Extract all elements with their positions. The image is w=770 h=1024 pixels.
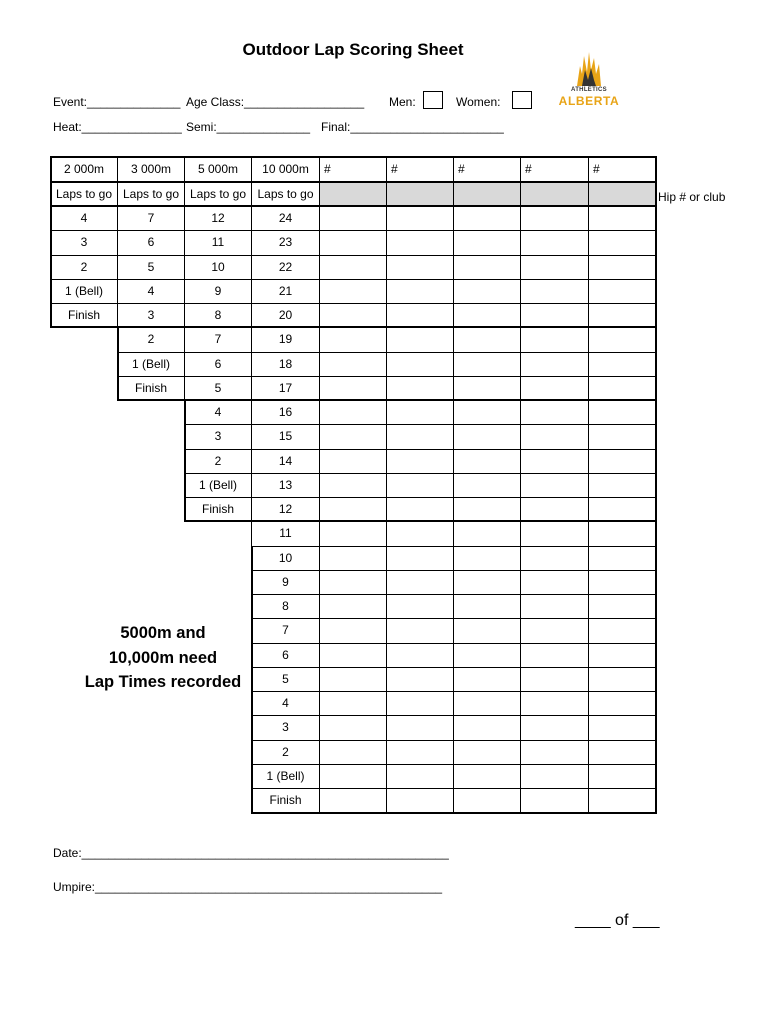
lap-count-cell: 10 xyxy=(251,546,320,571)
lap-count-cell: 19 xyxy=(251,327,320,352)
table-border xyxy=(184,520,252,522)
score-cell[interactable] xyxy=(453,449,521,474)
score-cell[interactable] xyxy=(453,376,521,401)
lap-count-cell: 2 xyxy=(251,740,320,765)
score-cell[interactable] xyxy=(520,667,589,692)
score-cell[interactable] xyxy=(386,327,454,352)
score-cell[interactable] xyxy=(319,230,387,255)
score-cell[interactable] xyxy=(453,352,521,377)
table-border xyxy=(251,812,657,814)
score-cell[interactable] xyxy=(386,618,454,643)
lap-count-cell: 9 xyxy=(184,279,252,304)
score-cell[interactable] xyxy=(453,691,521,716)
score-cell[interactable] xyxy=(520,206,589,231)
score-cell[interactable] xyxy=(319,667,387,692)
score-cell[interactable] xyxy=(520,764,589,789)
lap-count-cell: 10 xyxy=(184,255,252,280)
lap-count-cell: 20 xyxy=(251,303,320,328)
date-field[interactable]: Date:_______________________________________________________ xyxy=(53,846,449,860)
score-cell[interactable] xyxy=(319,715,387,740)
lap-count-cell: 1 (Bell) xyxy=(184,473,252,498)
table-border xyxy=(50,181,657,183)
lap-count-cell: 4 xyxy=(184,400,252,425)
lap-count-cell: 7 xyxy=(117,206,185,231)
lap-count-cell: 4 xyxy=(50,206,118,231)
lap-count-cell: 11 xyxy=(184,230,252,255)
page-title: Outdoor Lap Scoring Sheet xyxy=(242,40,464,59)
score-cell[interactable] xyxy=(453,206,521,231)
score-cell[interactable] xyxy=(386,473,454,498)
lap-count-cell: 4 xyxy=(117,279,185,304)
heat-field[interactable]: Heat:_______________ xyxy=(53,120,182,134)
score-cell[interactable] xyxy=(588,352,656,377)
score-cell[interactable] xyxy=(520,570,589,595)
score-cell[interactable] xyxy=(319,497,387,522)
score-cell[interactable] xyxy=(386,643,454,668)
final-field[interactable]: Final:_______________________ xyxy=(321,120,504,134)
score-cell[interactable] xyxy=(520,255,589,280)
lap-times-note: 5000m and 10,000m need Lap Times recorded xyxy=(84,624,242,691)
athlete-number-header[interactable]: # xyxy=(319,157,387,183)
lap-count-cell: 4 xyxy=(251,691,320,716)
score-cell[interactable] xyxy=(319,327,387,352)
distance-header: 5 000m xyxy=(184,157,252,183)
lap-count-cell: 5 xyxy=(184,376,252,401)
score-cell[interactable] xyxy=(520,497,589,522)
score-cell[interactable] xyxy=(588,497,656,522)
score-cell[interactable] xyxy=(453,594,521,619)
score-cell[interactable] xyxy=(520,376,589,401)
women-label: Women: xyxy=(456,95,501,109)
lap-count-cell: 16 xyxy=(251,400,320,425)
score-cell[interactable] xyxy=(588,764,656,789)
score-cell[interactable] xyxy=(588,546,656,571)
lap-count-cell: 24 xyxy=(251,206,320,231)
score-cell[interactable] xyxy=(588,424,656,449)
score-cell[interactable] xyxy=(453,788,521,813)
table-border xyxy=(117,326,655,328)
table-border xyxy=(184,399,655,401)
score-cell[interactable] xyxy=(453,715,521,740)
athlete-number-header[interactable]: # xyxy=(520,157,589,183)
hip-or-club-label: Hip # or club xyxy=(658,190,726,204)
score-cell[interactable] xyxy=(319,424,387,449)
lap-count-cell: 22 xyxy=(251,255,320,280)
lap-count-cell: 9 xyxy=(251,570,320,595)
score-cell[interactable] xyxy=(453,740,521,765)
score-cell[interactable] xyxy=(520,400,589,425)
lap-count-cell: 3 xyxy=(50,230,118,255)
score-cell[interactable] xyxy=(520,546,589,571)
score-cell[interactable] xyxy=(588,400,656,425)
lap-count-cell: 18 xyxy=(251,352,320,377)
score-cell[interactable] xyxy=(588,255,656,280)
distance-header: 10 000m xyxy=(251,157,320,183)
score-cell[interactable] xyxy=(588,376,656,401)
score-cell[interactable] xyxy=(386,691,454,716)
laps-to-go-header: Laps to go xyxy=(251,182,320,207)
score-cell[interactable] xyxy=(386,424,454,449)
score-cell[interactable] xyxy=(319,352,387,377)
score-cell[interactable] xyxy=(319,255,387,280)
score-cell[interactable] xyxy=(386,715,454,740)
score-cell[interactable] xyxy=(520,594,589,619)
score-cell[interactable] xyxy=(520,424,589,449)
score-cell[interactable] xyxy=(453,327,521,352)
score-cell[interactable] xyxy=(386,594,454,619)
umpire-field[interactable]: Umpire:____________________________________________________ xyxy=(53,880,443,894)
hip-number-cell[interactable] xyxy=(520,182,589,207)
table-border xyxy=(50,205,657,207)
table-border xyxy=(117,327,119,400)
table-border xyxy=(655,156,657,813)
score-cell[interactable] xyxy=(453,279,521,304)
score-cell[interactable] xyxy=(520,521,589,546)
lap-count-cell: 6 xyxy=(117,230,185,255)
lap-count-cell: 13 xyxy=(251,473,320,498)
score-cell[interactable] xyxy=(386,279,454,304)
lap-count-cell: 2 xyxy=(184,449,252,474)
men-label: Men: xyxy=(389,95,416,109)
score-cell[interactable] xyxy=(453,497,521,522)
page-number: ____ of ___ xyxy=(575,912,660,929)
score-cell[interactable] xyxy=(588,643,656,668)
score-cell[interactable] xyxy=(319,449,387,474)
table-border xyxy=(184,400,186,521)
laps-to-go-header: Laps to go xyxy=(50,182,118,207)
hip-number-cell[interactable] xyxy=(453,182,521,207)
score-cell[interactable] xyxy=(588,206,656,231)
score-cell[interactable] xyxy=(453,303,521,328)
lap-count-cell: 6 xyxy=(184,352,252,377)
lap-count-cell: 1 (Bell) xyxy=(117,352,185,377)
score-cell[interactable] xyxy=(386,255,454,280)
lap-count-cell: 11 xyxy=(251,521,320,546)
score-cell[interactable] xyxy=(319,788,387,813)
score-cell[interactable] xyxy=(588,715,656,740)
table-border xyxy=(50,156,657,158)
score-cell[interactable] xyxy=(520,279,589,304)
lap-count-cell: 1 (Bell) xyxy=(50,279,118,304)
score-cell[interactable] xyxy=(386,740,454,765)
score-cell[interactable] xyxy=(588,279,656,304)
score-cell[interactable] xyxy=(453,764,521,789)
lap-count-cell: 6 xyxy=(251,643,320,668)
score-cell[interactable] xyxy=(319,764,387,789)
score-cell[interactable] xyxy=(453,255,521,280)
score-cell[interactable] xyxy=(453,424,521,449)
distance-header: 3 000m xyxy=(117,157,185,183)
lap-count-cell: 3 xyxy=(184,424,252,449)
logo-main-text: ALBERTA xyxy=(558,94,620,108)
score-cell[interactable] xyxy=(319,691,387,716)
athlete-number-header[interactable]: # xyxy=(386,157,454,183)
score-cell[interactable] xyxy=(386,788,454,813)
score-cell[interactable] xyxy=(453,473,521,498)
score-cell[interactable] xyxy=(319,643,387,668)
age-class-field[interactable]: Age Class:__________________ xyxy=(186,95,365,109)
score-cell[interactable] xyxy=(386,764,454,789)
score-cell[interactable] xyxy=(386,206,454,231)
lap-count-cell: 21 xyxy=(251,279,320,304)
score-cell[interactable] xyxy=(453,570,521,595)
score-cell[interactable] xyxy=(453,618,521,643)
lap-count-cell: 12 xyxy=(251,497,320,522)
lap-count-cell: 15 xyxy=(251,424,320,449)
score-cell[interactable] xyxy=(453,521,521,546)
score-cell[interactable] xyxy=(520,449,589,474)
score-cell[interactable] xyxy=(588,449,656,474)
score-cell[interactable] xyxy=(453,546,521,571)
athlete-number-header[interactable]: # xyxy=(453,157,521,183)
score-cell[interactable] xyxy=(319,618,387,643)
score-cell[interactable] xyxy=(588,230,656,255)
score-cell[interactable] xyxy=(520,352,589,377)
score-cell[interactable] xyxy=(588,473,656,498)
score-cell[interactable] xyxy=(386,546,454,571)
score-cell[interactable] xyxy=(319,594,387,619)
table-border xyxy=(251,520,655,522)
score-cell[interactable] xyxy=(520,788,589,813)
score-cell[interactable] xyxy=(319,473,387,498)
lap-count-cell: 2 xyxy=(117,327,185,352)
lap-count-cell: 17 xyxy=(251,376,320,401)
athlete-number-header[interactable]: # xyxy=(588,157,656,183)
lap-count-cell: 1 (Bell) xyxy=(251,764,320,789)
score-cell[interactable] xyxy=(588,788,656,813)
score-cell[interactable] xyxy=(319,303,387,328)
lap-count-cell: 8 xyxy=(251,594,320,619)
score-cell[interactable] xyxy=(588,521,656,546)
score-cell[interactable] xyxy=(386,230,454,255)
hip-number-cell[interactable] xyxy=(588,182,656,207)
logo-top-text: ATHLETICS xyxy=(571,87,607,93)
score-cell[interactable] xyxy=(453,667,521,692)
lap-count-cell: 2 xyxy=(50,255,118,280)
laps-to-go-header: Laps to go xyxy=(117,182,185,207)
score-cell[interactable] xyxy=(319,376,387,401)
semi-field[interactable]: Semi:______________ xyxy=(186,120,311,134)
hip-number-cell[interactable] xyxy=(386,182,454,207)
score-cell[interactable] xyxy=(386,570,454,595)
score-cell[interactable] xyxy=(588,327,656,352)
score-cell[interactable] xyxy=(453,643,521,668)
table-border xyxy=(50,326,118,328)
score-cell[interactable] xyxy=(520,618,589,643)
lap-count-cell: 3 xyxy=(117,303,185,328)
score-cell[interactable] xyxy=(319,570,387,595)
score-cell[interactable] xyxy=(386,376,454,401)
score-cell[interactable] xyxy=(386,667,454,692)
score-cell[interactable] xyxy=(588,303,656,328)
hip-number-cell[interactable] xyxy=(319,182,387,207)
lap-count-cell: 23 xyxy=(251,230,320,255)
score-cell[interactable] xyxy=(319,740,387,765)
score-cell[interactable] xyxy=(520,473,589,498)
score-cell[interactable] xyxy=(588,691,656,716)
score-cell[interactable] xyxy=(588,667,656,692)
lap-count-cell: 12 xyxy=(184,206,252,231)
score-cell[interactable] xyxy=(520,691,589,716)
score-cell[interactable] xyxy=(520,643,589,668)
score-cell[interactable] xyxy=(588,594,656,619)
event-field[interactable]: Event:______________ xyxy=(53,95,181,109)
score-cell[interactable] xyxy=(386,497,454,522)
lap-count-cell: 8 xyxy=(184,303,252,328)
lap-count-cell: 5 xyxy=(117,255,185,280)
score-cell[interactable] xyxy=(319,206,387,231)
lap-count-cell: 3 xyxy=(251,715,320,740)
score-cell[interactable] xyxy=(319,400,387,425)
score-cell[interactable] xyxy=(386,352,454,377)
distance-header: 2 000m xyxy=(50,157,118,183)
score-cell[interactable] xyxy=(319,546,387,571)
score-cell[interactable] xyxy=(386,400,454,425)
score-cell[interactable] xyxy=(453,400,521,425)
lap-count-cell: 5 xyxy=(251,667,320,692)
score-cell[interactable] xyxy=(319,279,387,304)
score-cell[interactable] xyxy=(588,570,656,595)
score-cell[interactable] xyxy=(520,303,589,328)
table-border xyxy=(117,399,185,401)
lap-count-cell: 7 xyxy=(251,618,320,643)
lap-count-cell: Finish xyxy=(184,497,252,522)
score-cell[interactable] xyxy=(520,740,589,765)
lap-count-cell: Finish xyxy=(251,788,320,813)
lap-count-cell: Finish xyxy=(117,376,185,401)
lap-count-cell: 7 xyxy=(184,327,252,352)
laps-to-go-header: Laps to go xyxy=(184,182,252,207)
score-cell[interactable] xyxy=(453,230,521,255)
score-cell[interactable] xyxy=(520,230,589,255)
score-cell[interactable] xyxy=(319,521,387,546)
score-cell[interactable] xyxy=(520,327,589,352)
lap-count-cell: Finish xyxy=(50,303,118,328)
score-cell[interactable] xyxy=(588,740,656,765)
score-cell[interactable] xyxy=(386,449,454,474)
lap-count-cell: 14 xyxy=(251,449,320,474)
score-cell[interactable] xyxy=(520,715,589,740)
score-cell[interactable] xyxy=(588,618,656,643)
score-cell[interactable] xyxy=(386,521,454,546)
score-cell[interactable] xyxy=(386,303,454,328)
